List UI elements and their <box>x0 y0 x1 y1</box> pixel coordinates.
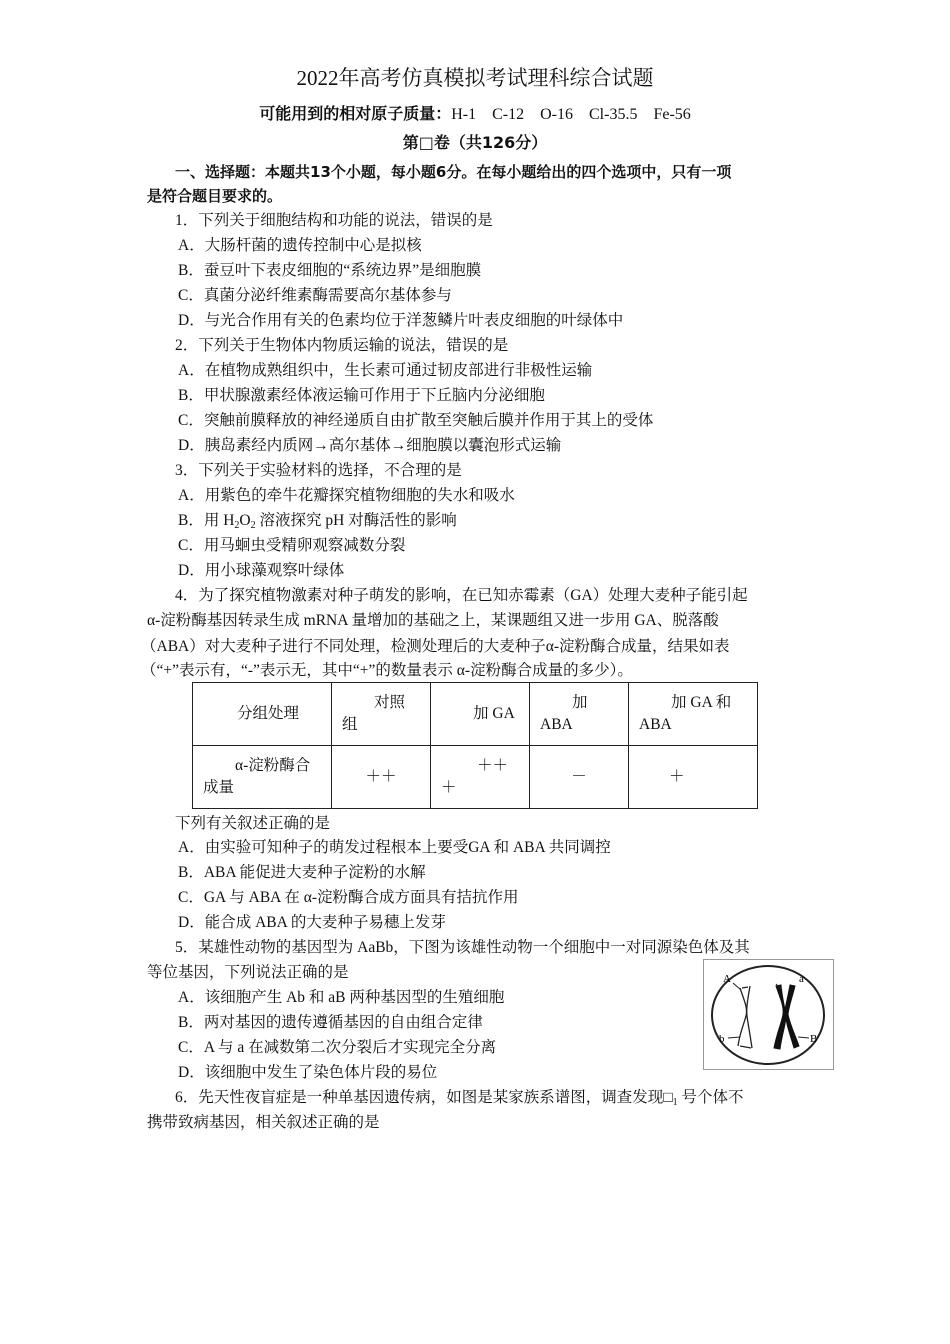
table-cell-text: 加 <box>572 694 588 711</box>
label-b: b <box>719 1033 725 1045</box>
q4-stem-line4: （“+”表示有，“-”表示无，其中“+”的数量表示 α-淀粉酶合成量的多少）。 <box>141 662 633 679</box>
q4-stem-line2: α-淀粉酶基因转录生成 mRNA 量增加的基础之上，某课题组又进一步用 GA、脱落酸 <box>147 612 719 629</box>
table-cell-text: ABA <box>639 716 672 733</box>
q6-stem-line1 <box>175 1087 744 1114</box>
q6-stem-line1-pre: 6．先天性夜盲症是一种单基因遗传病，如图是某家族系谱图，调查发现□ <box>175 1089 673 1106</box>
q2-stem: 2．下列关于生物体内物质运输的说法，错误的是 <box>175 337 509 354</box>
q3-option-b-sub1: 2 <box>234 520 240 531</box>
table-cell-text: 分组处理 <box>237 705 300 722</box>
q1-option-d: D．与光合作用有关的色素均位于洋葱鳞片叶表皮细胞的叶绿体中 <box>178 312 624 329</box>
q3-option-d: D．用小球藻观察叶绿体 <box>178 562 345 579</box>
q4-option-a: A．由实验可知种子的萌发过程根本上要受GA 和 ABA 共同调控 <box>178 839 611 856</box>
section-instructions-line1: 一、选择题：本题共13个小题，每小题6分。在每小题给出的四个选项中，只有一项 <box>175 163 732 181</box>
q3-stem: 3．下列关于实验材料的选择，不合理的是 <box>175 462 462 479</box>
q6-stem-line2: 携带致病基因，相关叙述正确的是 <box>147 1114 380 1131</box>
cell-diagram <box>704 960 833 1069</box>
q5-option-a: A．该细胞产生 Ab 和 aB 两种基因型的生殖细胞 <box>178 989 505 1006</box>
table-cell-text: 加 GA <box>473 705 515 722</box>
q4-option-d: D．能合成 ABA 的大麦种子易穗上发芽 <box>178 914 446 931</box>
q6-stem-line1-post: 号个体不 <box>677 1089 744 1106</box>
table-cell-control <box>332 683 431 746</box>
q4-stem-line3: （ABA）对大麦种子进行不同处理，检测处理后的大麦种子α-淀粉酶合成量，结果如表 <box>141 638 730 655</box>
atomic-mass-values: H-1 C-12 O-16 Cl-35.5 Fe-56 <box>451 106 691 123</box>
table-cell-ga-aba-value <box>629 746 758 809</box>
q3-option-b-post: 溶液探究 pH 对酶活性的影响 <box>255 512 457 529</box>
q4-stem-line1: 4．为了探究植物激素对种子萌发的影响，在已知赤霉素（GA）处理大麦种子能引起 <box>175 587 748 604</box>
table-cell-text: ＋＋ <box>365 768 397 785</box>
table-cell-text: 成量 <box>203 779 235 796</box>
atomic-mass-label: 可能用到的相对原子质量： <box>259 104 452 123</box>
q5-option-c: C．A 与 a 在减数第二次分裂后才实现完全分离 <box>178 1039 497 1056</box>
q5-option-b: B．两对基因的遗传遵循基因的自由组合定律 <box>178 1014 483 1031</box>
table-row-header <box>193 683 758 746</box>
table-cell-text: α-淀粉酶合 <box>235 757 311 774</box>
q2-option-b: B．甲状腺激素经体液运输可作用于下丘脑内分泌细胞 <box>178 387 545 404</box>
q4-option-b: B．ABA 能促进大麦种子淀粉的水解 <box>178 864 426 881</box>
table-cell-group-label <box>193 683 332 746</box>
q2-option-c: C．突触前膜释放的神经递质自由扩散至突触后膜并作用于其上的受体 <box>178 412 654 429</box>
label-A: A <box>723 973 731 985</box>
table-cell-text: ＋ <box>441 779 457 796</box>
table-cell-ga-value <box>431 746 530 809</box>
results-table <box>192 682 758 809</box>
q5-stem-line1: 5．某雄性动物的基因型为 AaBb，下图为该雄性动物一个细胞中一对同源染色体及其 <box>175 939 750 956</box>
table-cell-text: 加 GA 和 <box>671 694 732 711</box>
q5-stem-line2: 等位基因，下列说法正确的是 <box>147 964 349 981</box>
q1-option-a: A．大肠杆菌的遗传控制中心是拟核 <box>178 237 422 254</box>
q1-option-b: B．蚕豆叶下表皮细胞的“系统边界”是细胞膜 <box>178 262 482 279</box>
q3-option-b <box>178 510 457 537</box>
label-a: a <box>799 973 804 985</box>
chromosome-right <box>774 985 799 1049</box>
atomic-mass-line <box>0 103 950 126</box>
exam-title: 2022年高考仿真模拟考试理科综合试题 <box>296 66 654 90</box>
table-cell-ga <box>431 683 530 746</box>
q2-option-d: D．胰岛素经内质网→高尔基体→细胞膜以囊泡形式运输 <box>178 437 562 454</box>
label-B: B <box>810 1033 818 1045</box>
q6-stem-line1-sub: 1 <box>672 1097 678 1108</box>
q3-option-a: A．用紫色的牵牛花瓣探究植物细胞的失水和吸水 <box>178 487 515 504</box>
q1-option-c: C．真菌分泌纤维素酶需要高尔基体参与 <box>178 287 452 304</box>
table-cell-text: ABA <box>540 716 573 733</box>
q5-option-d: D．该细胞中发生了染色体片段的易位 <box>178 1064 438 1081</box>
chromosome-left <box>738 986 752 1048</box>
q2-option-a: A．在植物成熟组织中，生长素可通过韧皮部进行非极性运输 <box>178 362 593 379</box>
q1-stem: 1．下列关于细胞结构和功能的说法，错误的是 <box>175 212 493 229</box>
table-cell-text: 组 <box>342 716 358 733</box>
table-cell-text: 对照 <box>374 694 406 711</box>
chromosome-figure <box>703 959 834 1070</box>
table-cell-aba-value <box>530 746 629 809</box>
q3-option-b-mid: O <box>239 512 251 529</box>
q3-option-c: C．用马蛔虫受精卵观察减数分裂 <box>178 537 406 554</box>
table-cell-aba <box>530 683 629 746</box>
q3-option-b-pre: B．用 H <box>178 512 235 529</box>
table-row-amylase <box>193 746 758 809</box>
table-cell-control-value <box>332 746 431 809</box>
q3-option-b-sub2: 2 <box>250 520 256 531</box>
table-cell-text: － <box>571 768 587 785</box>
table-cell-text: ＋＋ <box>477 757 509 774</box>
q4-ask: 下列有关叙述正确的是 <box>175 815 331 832</box>
table-cell-text: ＋ <box>669 768 685 785</box>
section-instructions-line2: 是符合题目要求的。 <box>147 187 283 205</box>
table-cell-ga-aba <box>629 683 758 746</box>
q4-option-c: C．GA 与 ABA 在 α-淀粉酶合成方面具有拮抗作用 <box>178 889 519 906</box>
volume-heading: 第□卷（共126分） <box>402 133 548 152</box>
table-cell-amylase-label <box>193 746 332 809</box>
